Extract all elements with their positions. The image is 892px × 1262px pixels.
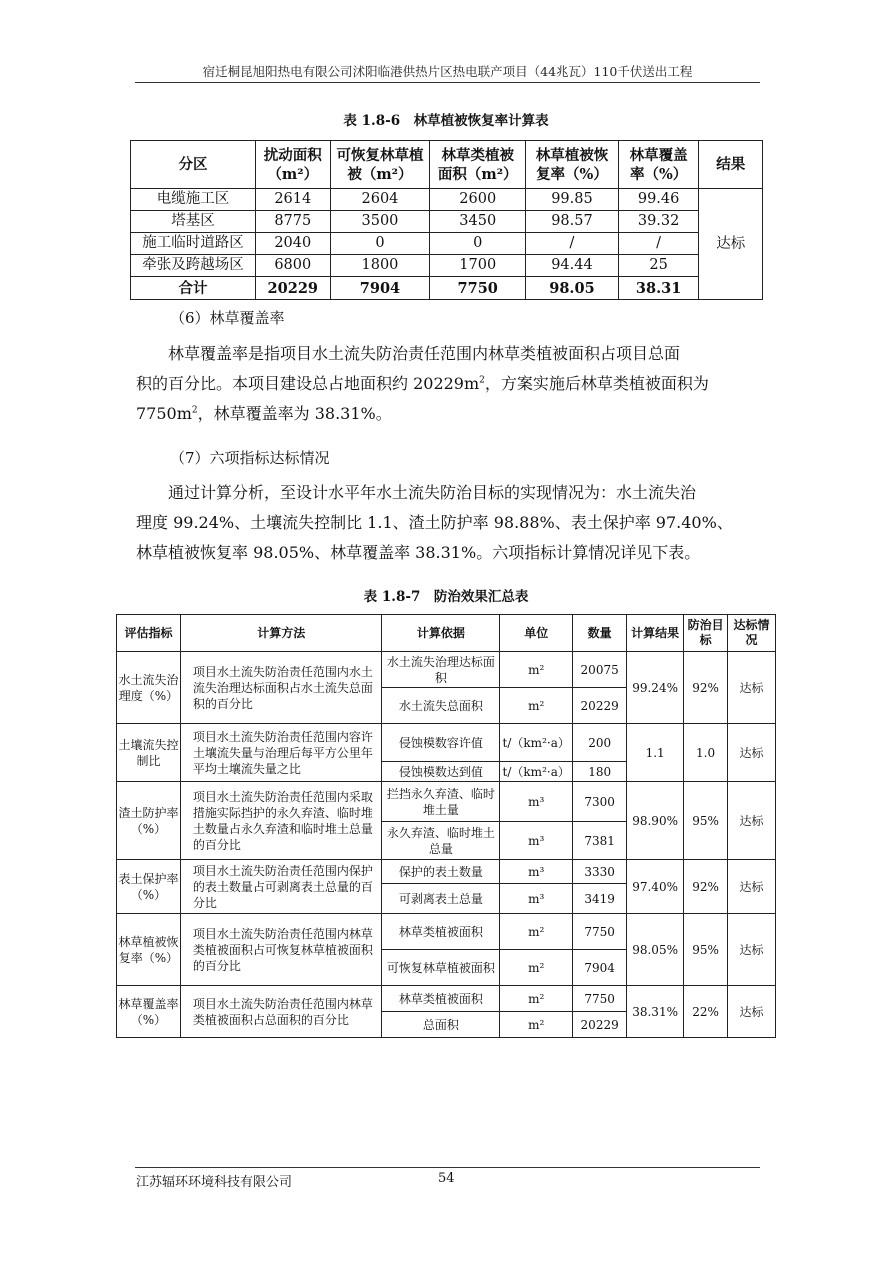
method-cell: 项目水土流失防治责任范围内采取措施实际挡护的永久弃渣、临时堆土数量占永久弃渣和临时堆土总量的百分比 bbox=[180, 782, 382, 860]
unit-cell: m³ bbox=[500, 860, 573, 884]
unit-cell: m³ bbox=[500, 822, 573, 860]
value-cell: 7904 bbox=[330, 277, 430, 300]
table-row bbox=[117, 652, 776, 688]
value-cell: 38.31 bbox=[618, 277, 699, 300]
unit-cell: t/（km²·a） bbox=[500, 724, 573, 762]
header-cell: 计算结果 bbox=[627, 615, 684, 652]
target-cell: 1.0 bbox=[684, 724, 728, 782]
text-line: 积的百分比。本项目建设总占地面积约 $20229m^2$，方案实施后林草类植被面积为 bbox=[136, 374, 709, 393]
table-row bbox=[117, 986, 776, 1012]
qty-cell: 7750 bbox=[573, 986, 627, 1012]
value-cell: 3500 bbox=[330, 211, 430, 233]
vegetation-recovery-table bbox=[130, 140, 763, 300]
status-cell: 达标 bbox=[728, 724, 776, 782]
result-cell: 98.90% bbox=[627, 782, 684, 860]
target-cell: 92% bbox=[684, 652, 728, 724]
target-cell: 92% bbox=[684, 860, 728, 914]
basis-cell: 可剥离表土总量 bbox=[382, 884, 500, 914]
header-cell: 林草类植被 面积（m²） bbox=[430, 141, 526, 189]
section7-paragraph bbox=[136, 478, 761, 568]
target-cell: 95% bbox=[684, 782, 728, 860]
qty-cell: 20229 bbox=[573, 1012, 627, 1038]
zone-cell: 施工临时道路区 bbox=[131, 233, 256, 255]
basis-cell: 侵蚀模数达到值 bbox=[382, 762, 500, 782]
method-cell: 项目水土流失防治责任范围内水土流失治理达标面积占水土流失总面积的百分比 bbox=[180, 652, 382, 724]
table-row bbox=[117, 914, 776, 950]
section6-paragraph bbox=[136, 339, 761, 429]
status-cell: 达标 bbox=[728, 652, 776, 724]
indicator-cell: 林草覆盖率（%） bbox=[117, 986, 181, 1038]
value-cell: 25 bbox=[618, 255, 699, 277]
zone-cell: 牵张及跨越场区 bbox=[131, 255, 256, 277]
value-cell: / bbox=[618, 233, 699, 255]
footer-company: 江苏辐环环境科技有限公司 bbox=[136, 1175, 293, 1190]
header-cell: 评估指标 bbox=[117, 615, 181, 652]
table-total-row bbox=[131, 277, 763, 300]
value-cell: 1800 bbox=[330, 255, 430, 277]
indicator-cell: 水土流失治理度（%） bbox=[117, 652, 181, 724]
section6-heading: （6）林草覆盖率 bbox=[170, 309, 285, 327]
result-cell: 达标 bbox=[699, 189, 763, 300]
text-line: $7750m^2$，林草覆盖率为 38.31%。 bbox=[136, 404, 392, 423]
basis-cell: 拦挡永久弃渣、临时堆土量 bbox=[382, 782, 500, 822]
header-cell: 数量 bbox=[573, 615, 627, 652]
value-cell: / bbox=[526, 233, 619, 255]
table-row bbox=[117, 860, 776, 884]
indicator-cell: 土壤流失控制比 bbox=[117, 724, 181, 782]
footer-divider bbox=[135, 1167, 760, 1168]
indicator-cell: 渣土防护率（%） bbox=[117, 782, 181, 860]
qty-cell: 20229 bbox=[573, 688, 627, 724]
value-cell: 2600 bbox=[430, 189, 526, 211]
table-row bbox=[131, 255, 763, 277]
value-cell: 2604 bbox=[330, 189, 430, 211]
header-cell: 分区 bbox=[131, 141, 256, 189]
unit-cell: m² bbox=[500, 688, 573, 724]
header-cell: 可恢复林草植 被（m²） bbox=[330, 141, 430, 189]
method-cell: 项目水土流失防治责任范围内林草类植被面积占可恢复林草植被面积的百分比 bbox=[180, 914, 382, 986]
table-header-row bbox=[117, 615, 776, 652]
table-row bbox=[117, 782, 776, 822]
value-cell: 99.85 bbox=[526, 189, 619, 211]
result-cell: 1.1 bbox=[627, 724, 684, 782]
value-cell: 39.32 bbox=[618, 211, 699, 233]
table-header-row bbox=[131, 141, 763, 189]
method-cell: 项目水土流失防治责任范围内保护的表土数量占可剥离表土总量的百分比 bbox=[180, 860, 382, 914]
indicator-cell: 表土保护率（%） bbox=[117, 860, 181, 914]
unit-cell: t/（km²·a） bbox=[500, 762, 573, 782]
value-cell: 20229 bbox=[255, 277, 330, 300]
status-cell: 达标 bbox=[728, 860, 776, 914]
status-cell: 达标 bbox=[728, 782, 776, 860]
running-header: 宿迁桐昆旭阳热电有限公司沭阳临港供热片区热电联产项目（44兆瓦）110千伏送出工程 bbox=[202, 64, 693, 79]
value-cell: 0 bbox=[330, 233, 430, 255]
header-cell: 结果 bbox=[699, 141, 763, 189]
table-row bbox=[117, 724, 776, 762]
header-divider bbox=[135, 82, 760, 83]
table-row bbox=[131, 189, 763, 211]
unit-cell: m² bbox=[500, 914, 573, 950]
basis-cell: 侵蚀模数容许值 bbox=[382, 724, 500, 762]
unit-cell: m² bbox=[500, 652, 573, 688]
target-cell: 22% bbox=[684, 986, 728, 1038]
qty-cell: 7381 bbox=[573, 822, 627, 860]
value-cell: 2614 bbox=[255, 189, 330, 211]
prevention-summary-table bbox=[116, 614, 776, 1038]
value-cell: 99.46 bbox=[618, 189, 699, 211]
value-cell: 3450 bbox=[430, 211, 526, 233]
method-cell: 项目水土流失防治责任范围内容许土壤流失量与治理后每平方公里年平均土壤流失量之比 bbox=[180, 724, 382, 782]
result-cell: 98.05% bbox=[627, 914, 684, 986]
qty-cell: 200 bbox=[573, 724, 627, 762]
basis-cell: 总面积 bbox=[382, 1012, 500, 1038]
text-line: 通过计算分析，至设计水平年水土流失防治目标的实现情况为：水土流失治 bbox=[168, 483, 697, 502]
header-cell: 林草植被恢 复率（%） bbox=[526, 141, 619, 189]
zone-cell: 塔基区 bbox=[131, 211, 256, 233]
header-cell: 单位 bbox=[500, 615, 573, 652]
value-cell: 98.05 bbox=[526, 277, 619, 300]
basis-cell: 可恢复林草植被面积 bbox=[382, 950, 500, 986]
header-cell: 计算方法 bbox=[180, 615, 382, 652]
result-cell: 97.40% bbox=[627, 860, 684, 914]
unit-cell: m³ bbox=[500, 884, 573, 914]
unit-cell: m² bbox=[500, 986, 573, 1012]
text-line: 林草覆盖率是指项目水土流失防治责任范围内林草类植被面积占项目总面 bbox=[168, 344, 681, 363]
table-row bbox=[131, 233, 763, 255]
text-line: 理度 99.24%、土壤流失控制比 1.1、渣土防护率 98.88%、表土保护率 97.40%、 bbox=[136, 513, 733, 532]
qty-cell: 3419 bbox=[573, 884, 627, 914]
result-cell: 38.31% bbox=[627, 986, 684, 1038]
status-cell: 达标 bbox=[728, 914, 776, 986]
table2-caption: 表 1.8-7 防治效果汇总表 bbox=[363, 589, 529, 605]
basis-cell: 保护的表土数量 bbox=[382, 860, 500, 884]
header-cell: 扰动面积 （m²） bbox=[255, 141, 330, 189]
basis-cell: 永久弃渣、临时堆土总量 bbox=[382, 822, 500, 860]
target-cell: 95% bbox=[684, 914, 728, 986]
value-cell: 1700 bbox=[430, 255, 526, 277]
value-cell: 6800 bbox=[255, 255, 330, 277]
header-cell: 计算依据 bbox=[382, 615, 500, 652]
method-cell: 项目水土流失防治责任范围内林草类植被面积占总面积的百分比 bbox=[180, 986, 382, 1038]
qty-cell: 7904 bbox=[573, 950, 627, 986]
value-cell: 0 bbox=[430, 233, 526, 255]
status-cell: 达标 bbox=[728, 986, 776, 1038]
zone-cell: 合计 bbox=[131, 277, 256, 300]
header-cell: 防治目标 bbox=[684, 615, 728, 652]
basis-cell: 水土流失总面积 bbox=[382, 688, 500, 724]
value-cell: 7750 bbox=[430, 277, 526, 300]
qty-cell: 3330 bbox=[573, 860, 627, 884]
table1-caption: 表 1.8-6 林草植被恢复率计算表 bbox=[343, 113, 549, 129]
header-cell: 达标情况 bbox=[728, 615, 776, 652]
value-cell: 2040 bbox=[255, 233, 330, 255]
page-number: 54 bbox=[438, 1171, 455, 1186]
result-cell: 99.24% bbox=[627, 652, 684, 724]
unit-cell: m² bbox=[500, 1012, 573, 1038]
zone-cell: 电缆施工区 bbox=[131, 189, 256, 211]
header-cell: 林草覆盖 率（%） bbox=[618, 141, 699, 189]
basis-cell: 林草类植被面积 bbox=[382, 914, 500, 950]
section7-heading: （7）六项指标达标情况 bbox=[170, 449, 330, 467]
value-cell: 98.57 bbox=[526, 211, 619, 233]
unit-cell: m³ bbox=[500, 782, 573, 822]
qty-cell: 20075 bbox=[573, 652, 627, 688]
value-cell: 94.44 bbox=[526, 255, 619, 277]
indicator-cell: 林草植被恢复率（%） bbox=[117, 914, 181, 986]
text-line: 林草植被恢复率 98.05%、林草覆盖率 38.31%。六项指标计算情况详见下表。 bbox=[136, 543, 701, 562]
basis-cell: 水土流失治理达标面积 bbox=[382, 652, 500, 688]
qty-cell: 180 bbox=[573, 762, 627, 782]
basis-cell: 林草类植被面积 bbox=[382, 986, 500, 1012]
value-cell: 8775 bbox=[255, 211, 330, 233]
qty-cell: 7750 bbox=[573, 914, 627, 950]
qty-cell: 7300 bbox=[573, 782, 627, 822]
table-row bbox=[131, 211, 763, 233]
unit-cell: m² bbox=[500, 950, 573, 986]
